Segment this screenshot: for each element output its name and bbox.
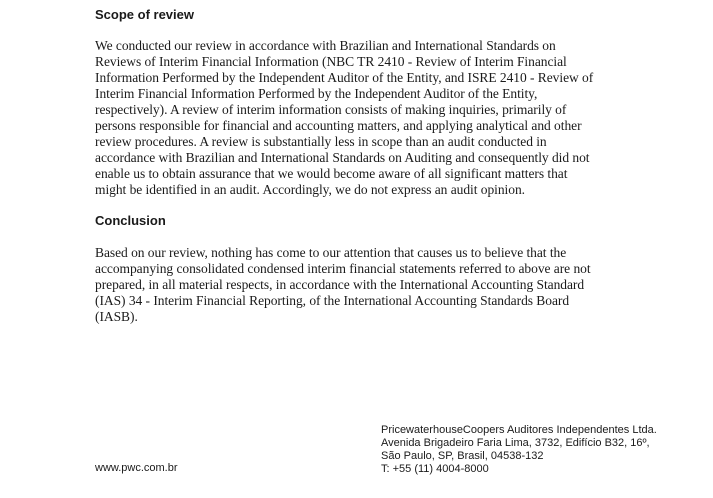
paragraph-line: respectively). A review of interim information consists of making inquiries, primarily of xyxy=(95,102,567,117)
paragraph-line: Reviews of Interim Financial Information (NBC TR 2410 - Review of Interim Financial xyxy=(95,54,567,69)
address-line: Avenida Brigadeiro Faria Lima, 3732, Edifício B32, 16º, xyxy=(381,437,650,449)
footer-address xyxy=(381,424,657,476)
scope-of-review-heading: Scope of review xyxy=(95,7,194,22)
paragraph-line: (IAS) 34 - Interim Financial Reporting, of the International Accounting Standards Board xyxy=(95,293,570,308)
address-line: PricewaterhouseCoopers Auditores Independentes Ltda. xyxy=(381,424,657,436)
address-line: São Paulo, SP, Brasil, 04538-132 xyxy=(381,450,544,462)
address-line: T: +55 (11) 4004-8000 xyxy=(381,463,489,475)
paragraph-line: might be identified in an audit. Accordingly, we do not express an audit opinion. xyxy=(95,182,525,197)
paragraph-line: We conducted our review in accordance with Brazilian and International Standards on xyxy=(95,38,556,53)
paragraph-line: review procedures. A review is substantially less in scope than an audit conducted in xyxy=(95,134,547,149)
paragraph-line: Based on our review, nothing has come to our attention that causes us to believe that the xyxy=(95,245,567,260)
scope-of-review-paragraph xyxy=(95,38,675,198)
paragraph-line: accordance with Brazilian and International Standards on Auditing and consequently did not xyxy=(95,150,590,165)
paragraph-line: Interim Financial Information Performed by the Independent Auditor of the Entity, xyxy=(95,86,538,101)
paragraph-line: (IASB). xyxy=(95,309,138,324)
paragraph-line: persons responsible for financial and accounting matters, and applying analytical and other xyxy=(95,118,582,133)
paragraph-line: accompanying consolidated condensed interim financial statements referred to above are not xyxy=(95,261,591,276)
paragraph-line: prepared, in all material respects, in accordance with the International Accounting Standard xyxy=(95,277,585,292)
conclusion-heading: Conclusion xyxy=(95,213,166,228)
paragraph-line: enable us to obtain assurance that we would become aware of all significant matters that xyxy=(95,166,568,181)
conclusion-paragraph xyxy=(95,245,675,325)
paragraph-line: Information Performed by the Independent Auditor of the Entity, and ISRE 2410 - Review of xyxy=(95,70,594,85)
footer-website: www.pwc.com.br xyxy=(95,462,178,474)
